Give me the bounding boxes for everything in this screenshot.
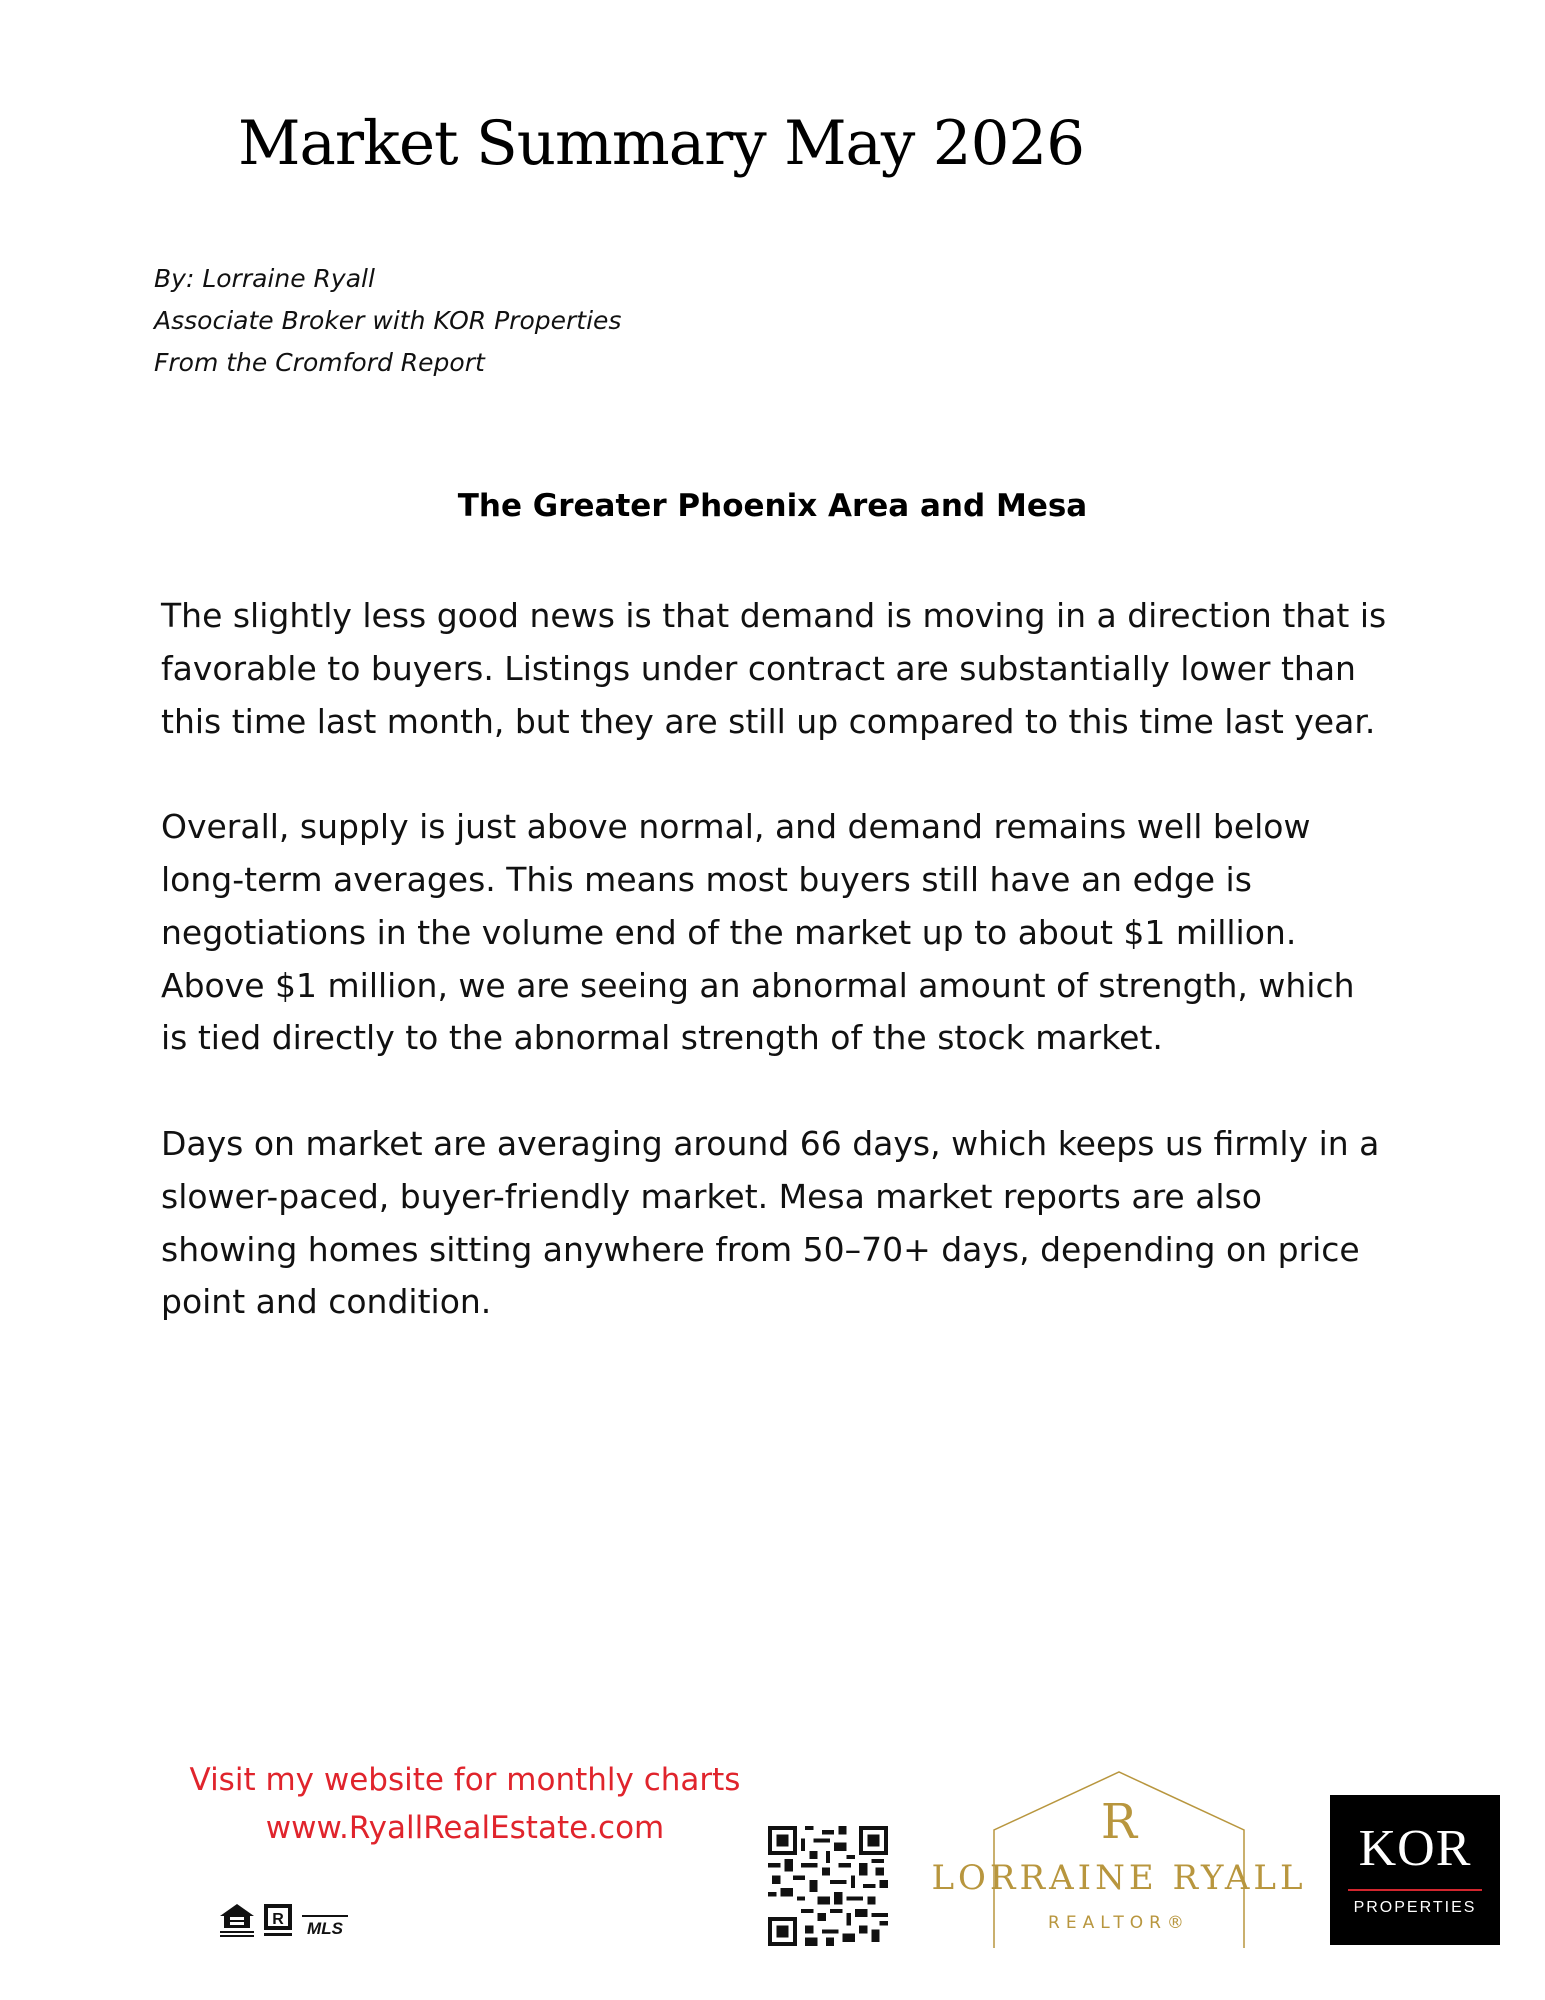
paragraph-demand: The slightly less good news is that demand is moving in a direction that is favorable to buyers. Listings under contract are substantially lower than this time last month, but they are still up compared to this time last year. [161, 596, 1387, 741]
website-callout [140, 1756, 790, 1852]
realtor-icon [262, 1902, 294, 1938]
lr-name: LORRAINE RYALL [931, 1858, 1307, 1898]
page-title: Market Summary May 2026 [238, 108, 1085, 179]
svg-text:MLS: MLS [307, 1919, 343, 1938]
kor-subtitle: PROPERTIES [1353, 1899, 1477, 1916]
lr-realtor-label: REALTOR® [1048, 1913, 1190, 1933]
section-heading: The Greater Phoenix Area and Mesa [457, 488, 1088, 524]
compliance-badges [218, 1898, 350, 1938]
website-link[interactable]: www.RyallRealEstate.com [265, 1810, 665, 1846]
svg-text:R: R [272, 1911, 284, 1928]
qr-code-icon[interactable] [768, 1826, 888, 1946]
equal-housing-icon [218, 1902, 256, 1938]
kor-divider [1348, 1889, 1482, 1891]
paragraph-supply: Overall, supply is just above normal, and demand remains well below long-term averages. This means most buyers still have an edge is negotiations in the volume end of the market up to about $1 million. Above $1 million, we are seeing an abnormal amount of strength, which is tied directly to the abnormal strength of the stock market. [161, 807, 1355, 1058]
lr-initial: R [1100, 1794, 1138, 1850]
article-body [161, 590, 1391, 1382]
paragraph-days-on-market: Days on market are averaging around 66 days, which keeps us firmly in a slower-paced, buyer-friendly market. Mesa market reports are also showing homes sitting anywhere from 50–70+ days, depending on price point and condition. [161, 1123, 1380, 1322]
byline [154, 258, 621, 384]
lorraine-ryall-logo [924, 1770, 1314, 1950]
cta-text: Visit my website for monthly charts [189, 1762, 741, 1798]
mls-icon [300, 1902, 350, 1938]
byline-source: From the Cromford Report [154, 348, 485, 377]
kor-properties-logo [1330, 1795, 1500, 1945]
byline-role: Associate Broker with KOR Properties [154, 306, 622, 335]
kor-wordmark: KOR [1358, 1820, 1472, 1877]
byline-author: By: Lorraine Ryall [154, 264, 375, 293]
